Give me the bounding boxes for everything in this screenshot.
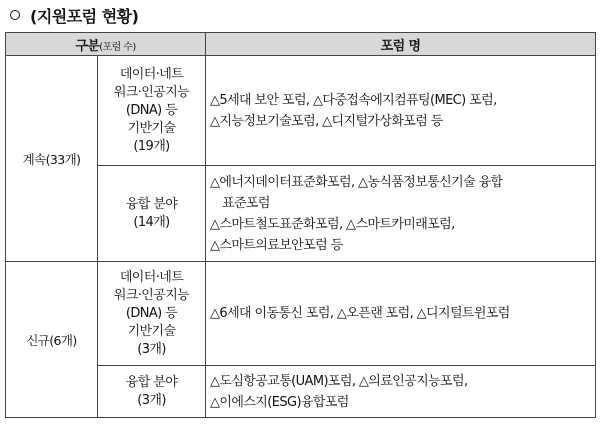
subcategory-line: (DNA) 등	[125, 305, 178, 321]
group-label-continuing: 계속(33개)	[6, 56, 98, 262]
forum-list-line: △5세대 보안 포럼, △다중접속에지컴퓨팅(MEC) 포럼,	[210, 92, 497, 108]
section-heading	[10, 2, 138, 28]
subcategory-cell	[98, 56, 206, 166]
forum-list-cell	[206, 166, 596, 262]
subcategory-line: 워크·인공지능	[113, 287, 190, 303]
table-row	[6, 262, 596, 366]
subcategory-line: 워크·인공지능	[113, 84, 190, 100]
forum-list-line: △스마트철도표준화포럼, △스마트카미래포럼,	[210, 216, 455, 232]
forum-list-line: △도심항공교통(UAM)포럼, △의료인공지능포럼,	[210, 373, 468, 389]
subcategory-cell	[98, 366, 206, 418]
circle-bullet-icon	[10, 10, 20, 20]
table-header-row	[6, 33, 596, 56]
table-row	[6, 56, 596, 166]
subcategory-line: 기반기술	[127, 120, 176, 136]
subcategory-line: 융합 분야	[125, 374, 178, 390]
forum-list-cell	[206, 262, 596, 366]
subcategory-cell	[98, 166, 206, 262]
subcategory-line: (DNA) 등	[125, 102, 178, 118]
forum-list-line: △6세대 이동통신 포럼, △오픈랜 포럼, △디지털트윈포럼	[210, 306, 510, 321]
subcategory-line: (19개)	[133, 138, 170, 154]
subcategory-line: 융합 분야	[125, 196, 178, 212]
subcategory-line: (3개)	[137, 392, 166, 408]
subcategory-line: 데이터·네트	[119, 66, 184, 82]
subcategory-line: (14개)	[133, 214, 170, 230]
header-category-note: (포럼 수)	[99, 41, 136, 53]
forum-list-line: 표준포럼	[222, 195, 270, 211]
forum-list-line: △지능정보기술포럼, △디지털가상화포럼 등	[210, 113, 443, 129]
header-category	[6, 33, 206, 56]
header-category-label: 구분	[75, 38, 100, 54]
forum-list-line: △이에스지(ESG)융합포럼	[210, 394, 349, 410]
forum-list-cell	[206, 366, 596, 418]
header-forum-name: 포럼 명	[206, 33, 596, 56]
forum-list-line: △에너지데이터표준화포럼, △농식품정보통신기술 융합	[210, 174, 503, 190]
forum-status-table	[5, 32, 596, 418]
forum-list-cell	[206, 56, 596, 166]
subcategory-line: (3개)	[137, 341, 166, 357]
group-label-new: 신규(6개)	[6, 262, 98, 418]
subcategory-line: 기반기술	[127, 323, 176, 339]
subcategory-line: 데이터·네트	[119, 269, 184, 285]
forum-list-line: △스마트의료보안포럼 등	[210, 237, 343, 253]
subcategory-cell	[98, 262, 206, 366]
section-title: (지원포럼 현황)	[30, 6, 139, 26]
